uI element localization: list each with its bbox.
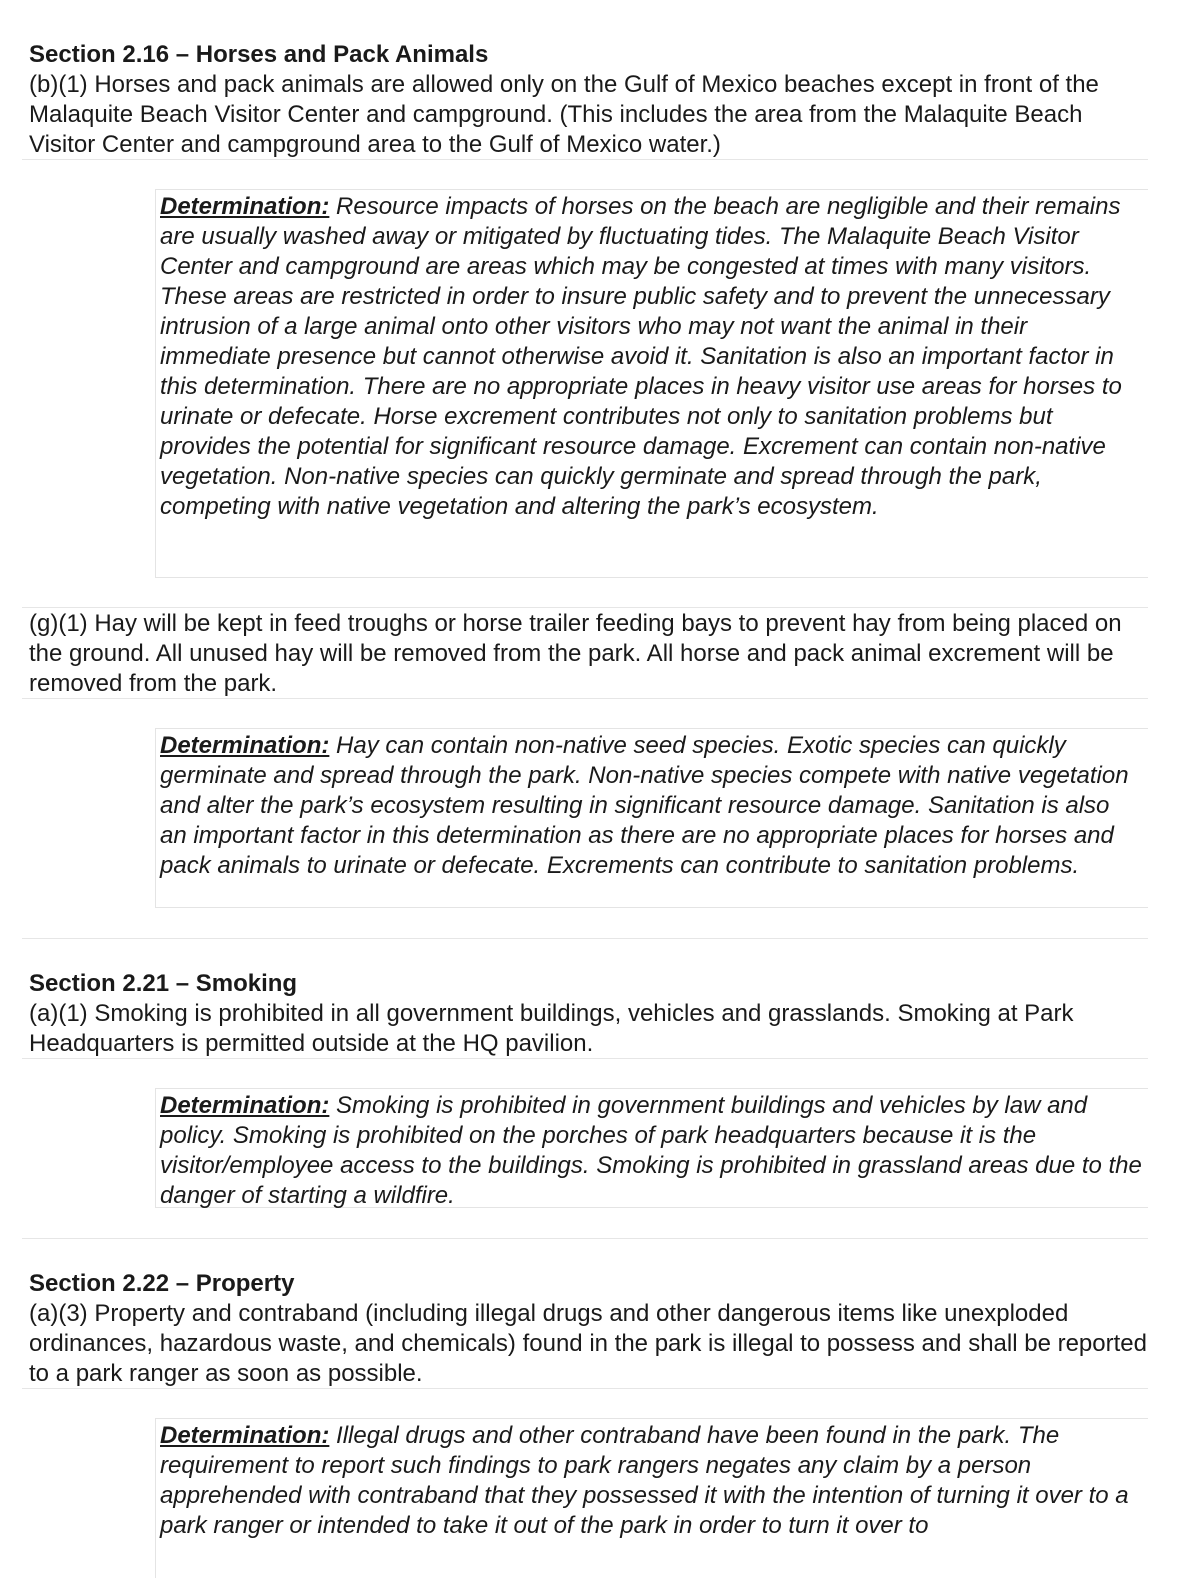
- section-title: Section 2.22 – Property: [29, 1270, 295, 1297]
- divider: [22, 607, 1148, 608]
- determination-text: Resource impacts of horses on the beach are negligible and their remains are usually washed away or mitigated by fluctuating tides. The Malaquite Beach Visitor Center and campground are areas which may be congested at times with many visitors. These areas are restricted in order to insure public safety and to prevent the unnecessary intrusion of a large animal onto other visitors who may not want the animal in their immediate presence but cannot otherwise avoid it. Sanitation is also an important factor in this determination. There are no appropriate places in heavy visitor use areas for horses to urinate or defecate. Horse excrement contributes not only to sanitation problems but provides the potential for significant resource damage. Excrement can contain non-native vegetation. Non-native species can quickly germinate and spread through the park, competing with native vegetation and altering the park’s ecosystem.: [160, 193, 1122, 520]
- determination-box: [155, 1418, 1148, 1578]
- section-paragraph: (b)(1) Horses and pack animals are allowed only on the Gulf of Mexico beaches except in front of the Malaquite Beach Visitor Center and campground. (This includes the area from the Malaquite Beach Visitor Center and campground area to the Gulf of Mexico water.): [29, 71, 1099, 158]
- subsection-hay: [29, 609, 1149, 699]
- section-paragraph: (a)(1) Smoking is prohibited in all government buildings, vehicles and grasslands. Smoking at Park Headquarters is permitted outside at the HQ pavilion.: [29, 1000, 1074, 1057]
- determination-text: Hay can contain non-native seed species. Exotic species can quickly germinate and spread through the park. Non-native species compete with native vegetation and alter the park’s ecosystem resulting in significant resource damage. Sanitation is also an important factor in this determination as there are no appropriate places for horses and pack animals to urinate or defecate. Excrements can contribute to sanitation problems.: [160, 732, 1129, 879]
- divider: [22, 159, 1148, 160]
- determination-box: [155, 189, 1148, 578]
- determination-text: Smoking is prohibited in government buildings and vehicles by law and policy. Smoking is prohibited on the porches of park headquarters because it is the visitor/employee access to the buildings. Smoking is prohibited in grassland areas due to the danger of starting a wildfire.: [160, 1092, 1142, 1209]
- section-2-21: [29, 969, 1149, 1059]
- section-title: Section 2.21 – Smoking: [29, 970, 298, 997]
- determination-box: [155, 1088, 1148, 1208]
- section-title: Section 2.16 – Horses and Pack Animals: [29, 41, 489, 68]
- section-paragraph: (g)(1) Hay will be kept in feed troughs or horse trailer feeding bays to prevent hay from being placed on the ground. All unused hay will be removed from the park. All horse and pack animal excrement will be removed from the park.: [29, 610, 1122, 697]
- divider: [22, 938, 1148, 939]
- determination-text: Illegal drugs and other contraband have been found in the park. The requirement to report such findings to park rangers negates any claim by a person apprehended with contraband that they possessed it with the intention of turning it over to a park ranger or intended to take it out of the park in order to turn it over to: [160, 1422, 1129, 1539]
- determination-label: Determination:: [160, 732, 330, 759]
- section-paragraph: (a)(3) Property and contraband (including illegal drugs and other dangerous items like unexploded ordinances, hazardous waste, and chemicals) found in the park is illegal to possess and shall be reported to a park ranger as soon as possible.: [29, 1300, 1147, 1387]
- divider: [22, 698, 1148, 699]
- section-2-16: [29, 40, 1149, 160]
- determination-label: Determination:: [160, 1422, 330, 1449]
- divider: [22, 1058, 1148, 1059]
- determination-label: Determination:: [160, 193, 330, 220]
- divider: [22, 1388, 1148, 1389]
- determination-box: [155, 728, 1148, 908]
- determination-label: Determination:: [160, 1092, 330, 1119]
- divider: [22, 1238, 1148, 1239]
- section-2-22: [29, 1269, 1149, 1389]
